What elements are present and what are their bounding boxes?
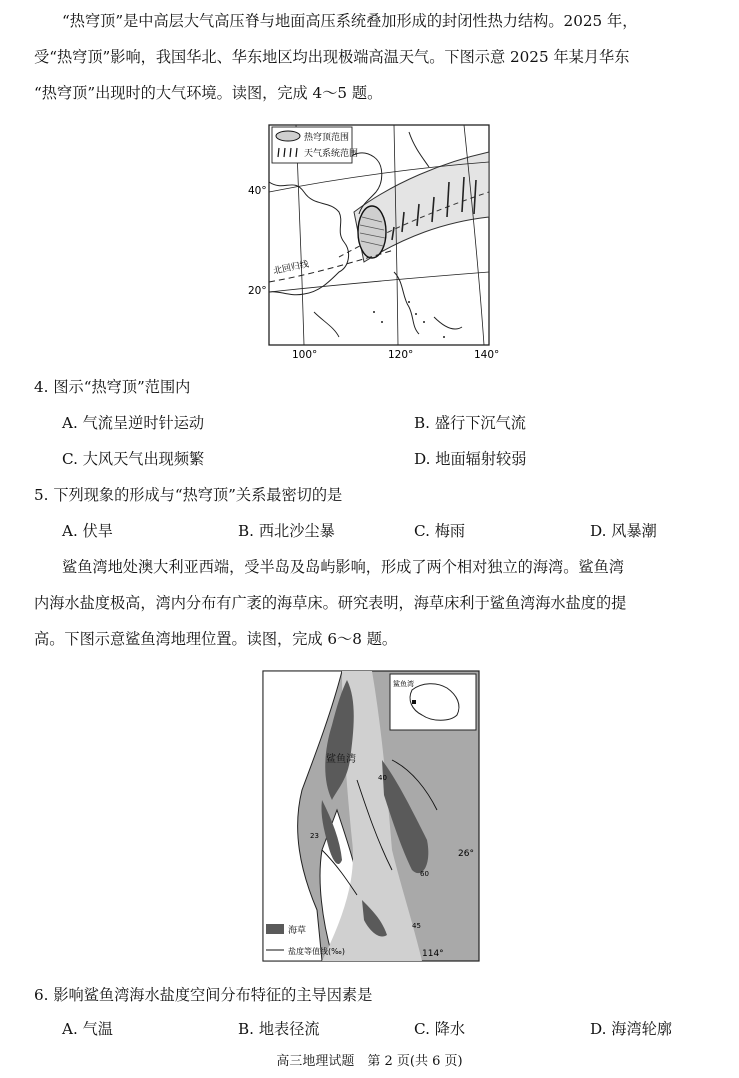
- tropic-label: 北回归线: [272, 259, 310, 277]
- heat-dome-map: [244, 122, 509, 362]
- shark-bay-map: [262, 670, 480, 962]
- lon-114-label: 114°: [422, 949, 444, 959]
- bay-label: 鲨鱼湾: [326, 754, 356, 765]
- intro1-line1: “热穹顶”是中高层大气高压脊与地面高压系统叠加形成的封闭性热力结构。2025 年，: [62, 12, 638, 30]
- inset-location-marker: [412, 700, 416, 704]
- intro2-line3: 高。下图示意鲨鱼湾地理位置。读图，完成 6～8 题。: [34, 630, 398, 648]
- lon-140-label: 140°: [474, 349, 500, 361]
- intro2-line2: 内海水盐度极高，湾内分布有广袤的海草床。研究表明，海草床利于鲨鱼湾海水盐度的提: [34, 594, 627, 612]
- q4-option-a[interactable]: A. 气流呈逆时针运动: [62, 414, 205, 432]
- legend-seagrass-swatch: [266, 924, 284, 934]
- legend-seagrass-label: 海草: [288, 926, 307, 936]
- q4-option-d[interactable]: D. 地面辐射较弱: [414, 450, 527, 468]
- q4-stem: 4. 图示“热穹顶”范围内: [34, 378, 191, 396]
- q6-stem: 6. 影响鲨鱼湾海水盐度空间分布特征的主导因素是: [34, 986, 373, 1004]
- inset-label: 鲨鱼湾: [393, 680, 414, 688]
- isohaline-value-45: 45: [412, 922, 421, 930]
- legend-isohaline-label: 盐度等值线(‰): [288, 947, 345, 956]
- q5-option-d[interactable]: D. 风暴潮: [590, 522, 657, 540]
- isohaline-value-40: 40: [378, 774, 387, 782]
- q5-option-a[interactable]: A. 伏旱: [62, 522, 113, 540]
- intro2-line1: 鲨鱼湾地处澳大利亚西端，受半岛及岛屿影响，形成了两个相对独立的海湾。鲨鱼湾: [62, 558, 624, 576]
- q5-option-c[interactable]: C. 梅雨: [414, 522, 466, 540]
- q6-option-b[interactable]: B. 地表径流: [238, 1020, 320, 1038]
- lat-40-label: 40°: [248, 185, 267, 197]
- q4-option-c[interactable]: C. 大风天气出现频繁: [62, 450, 205, 468]
- lat-20-label: 20°: [248, 285, 267, 297]
- lon-100-label: 100°: [292, 349, 318, 361]
- lon-120-label: 120°: [388, 349, 414, 361]
- intro1-line3: “热穹顶”出现时的大气环境。读图，完成 4～5 题。: [34, 84, 383, 102]
- q6-option-a[interactable]: A. 气温: [62, 1020, 113, 1038]
- q6-option-c[interactable]: C. 降水: [414, 1020, 466, 1038]
- page-footer: 高三地理试题 第 2 页(共 6 页): [276, 1054, 463, 1069]
- q4-option-b[interactable]: B. 盛行下沉气流: [414, 414, 526, 432]
- intro1-line2: 受“热穹顶”影响，我国华北、华东地区均出现极端高温天气。下图示意 2025 年某月华东: [34, 48, 630, 66]
- isohaline-value-23: 23: [310, 832, 319, 840]
- isohaline-value-60: 60: [420, 870, 429, 878]
- q6-option-d[interactable]: D. 海湾轮廓: [590, 1020, 673, 1038]
- legend-weather-system-label: 天气系统范围: [304, 149, 359, 159]
- lat-26-label: 26°: [458, 849, 474, 859]
- legend-heat-dome-label: 热穹顶范围: [304, 133, 350, 143]
- q5-stem: 5. 下列现象的形成与“热穹顶”关系最密切的是: [34, 486, 343, 504]
- q5-option-b[interactable]: B. 西北沙尘暴: [238, 522, 335, 540]
